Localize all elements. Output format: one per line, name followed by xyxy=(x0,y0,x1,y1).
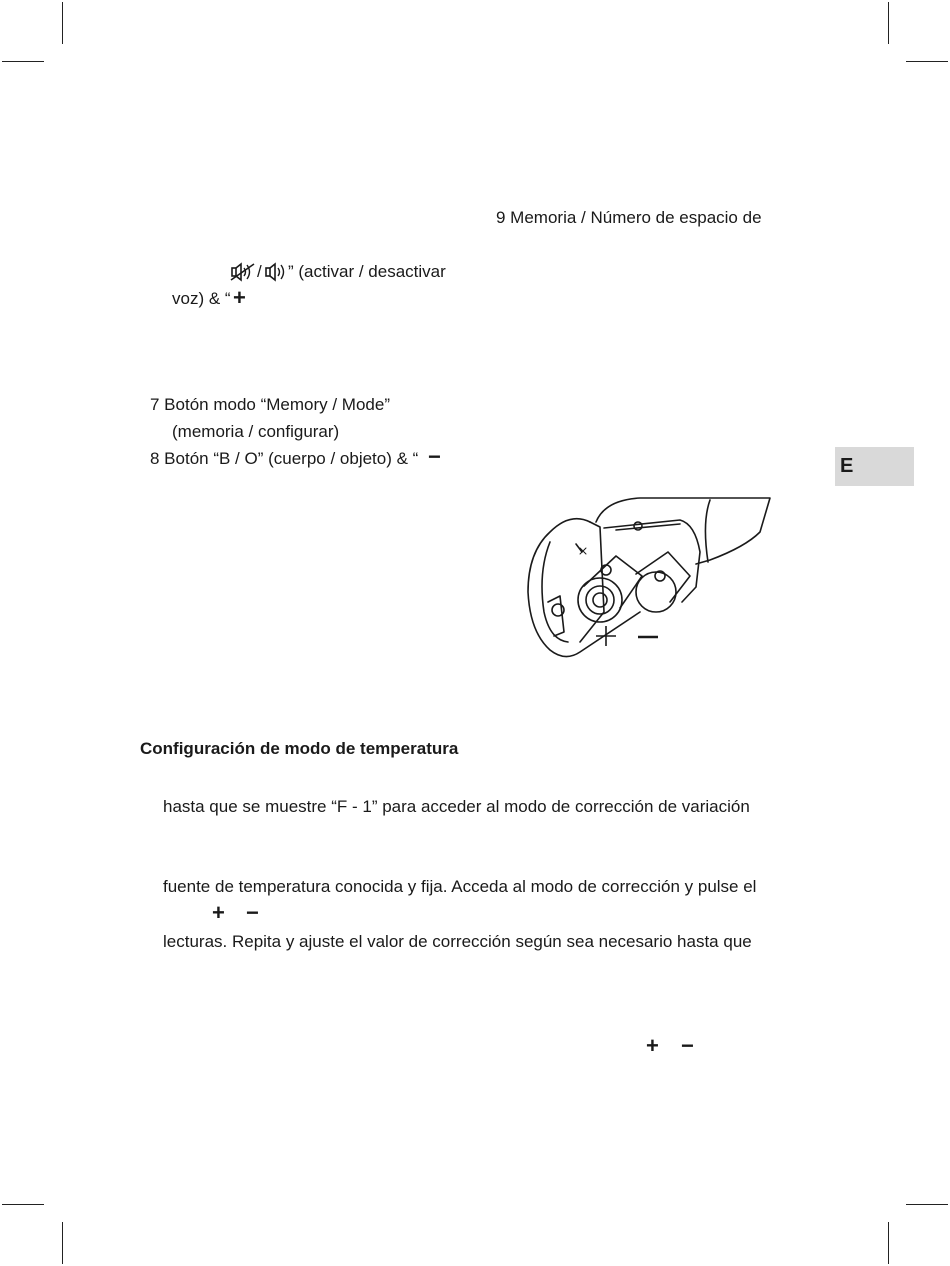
section-line-3: lecturas. Repita y ajuste el valor de corrección según sea necesario hasta que xyxy=(163,932,752,951)
plus-icon: + xyxy=(233,285,246,310)
crop-mark-bottom-left xyxy=(62,1222,63,1264)
crop-mark-top-right xyxy=(888,2,889,44)
crop-mark-top-right-h xyxy=(906,61,948,62)
minus-icon: − xyxy=(681,1033,694,1058)
crop-mark-bottom-right-h xyxy=(906,1204,948,1205)
voz-line-text: voz) & “ xyxy=(172,289,231,308)
language-tab-label: E xyxy=(840,455,854,477)
crop-mark-top-left-h xyxy=(2,61,44,62)
section-heading: Configuración de modo de temperatura xyxy=(140,739,459,758)
plus-icon: + xyxy=(646,1033,659,1058)
speaker-on-icon xyxy=(264,262,288,282)
language-tab xyxy=(835,447,914,486)
crop-mark-top-left xyxy=(62,2,63,44)
voice-line-text: ” (activar / desactivar xyxy=(288,262,446,281)
speaker-off-icon xyxy=(230,262,256,282)
voice-slash: / xyxy=(257,262,262,281)
section-line-1: hasta que se muestre “F - 1” para acceder al modo de corrección de variación xyxy=(163,797,750,816)
crop-mark-bottom-left-h xyxy=(2,1204,44,1205)
minus-icon: − xyxy=(428,444,441,469)
section-line-2: fuente de temperatura conocida y fija. Acceda al modo de corrección y pulse el xyxy=(163,877,757,896)
battery-compartment-illustration xyxy=(520,492,780,662)
item-7-line-2: (memoria / configurar) xyxy=(172,422,340,441)
item-9-text: 9 Memoria / Número de espacio de xyxy=(496,208,762,227)
item-7-line-1: 7 Botón modo “Memory / Mode” xyxy=(150,395,390,414)
crop-mark-bottom-right xyxy=(888,1222,889,1264)
plus-icon: + xyxy=(212,900,225,925)
item-8-text: 8 Botón “B / O” (cuerpo / objeto) & “ xyxy=(150,449,419,468)
minus-icon: − xyxy=(246,900,259,925)
